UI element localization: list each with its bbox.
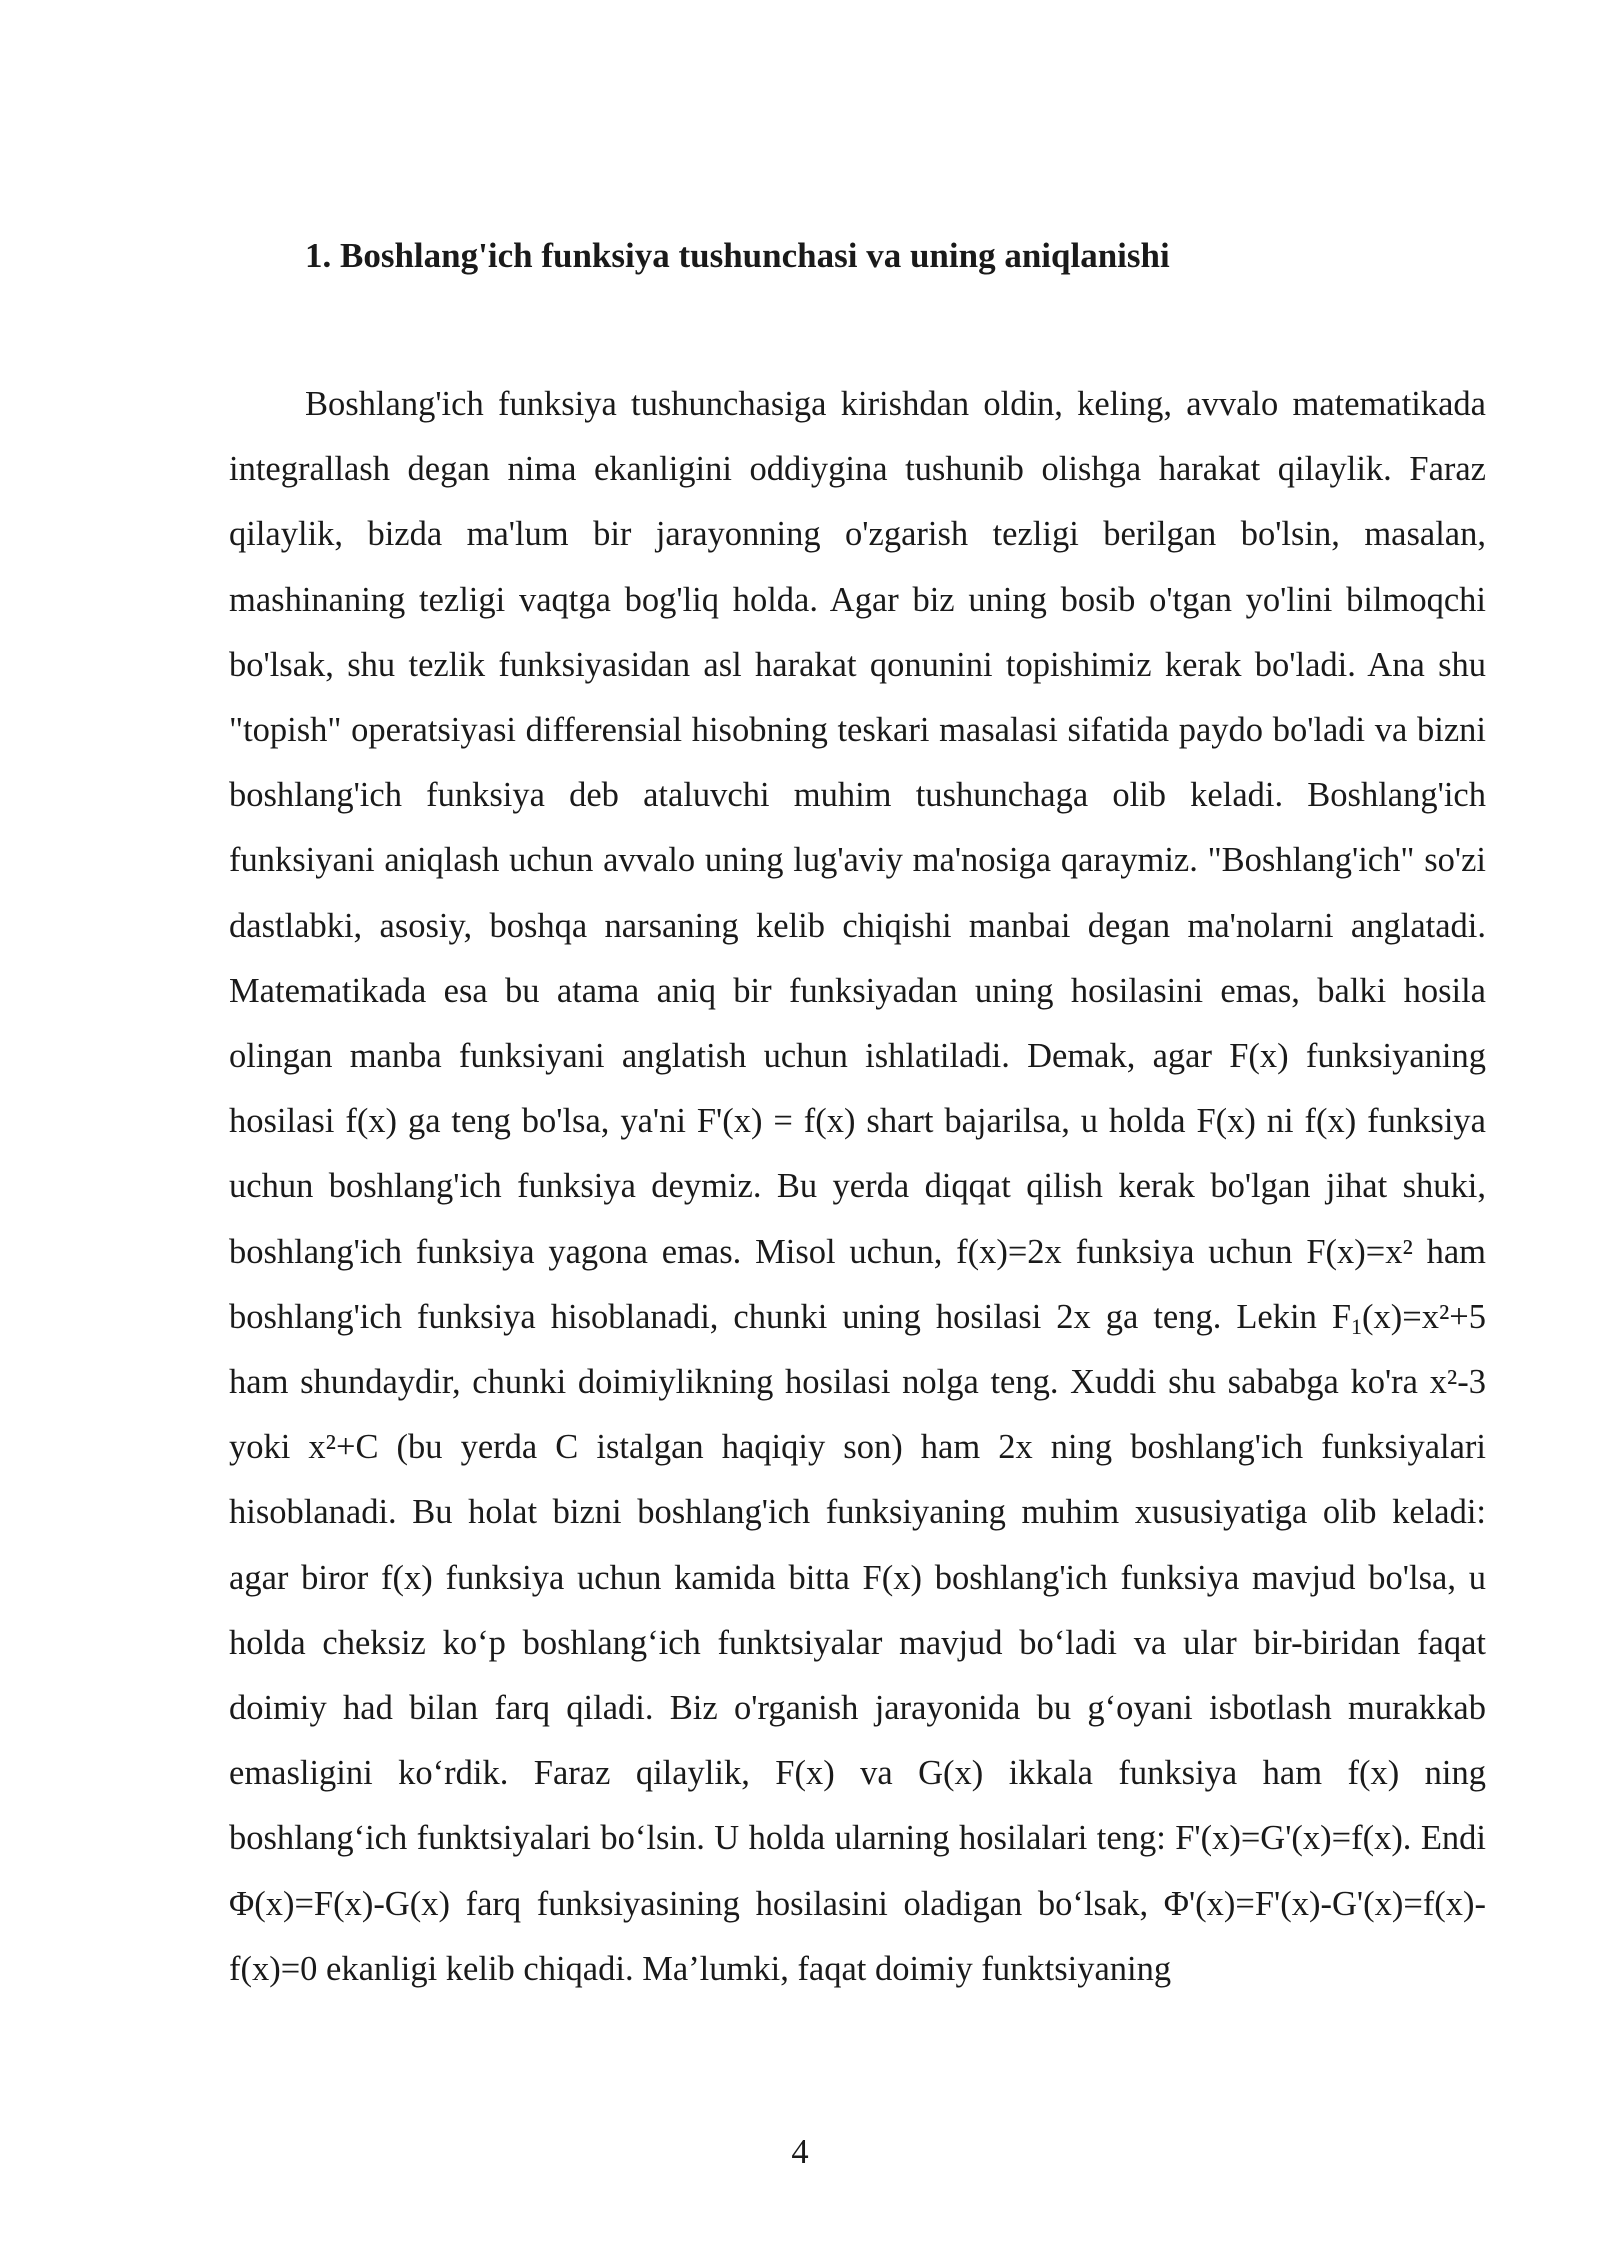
paragraph-text-part-1: Boshlang'ich funksiya tushunchasiga kirishdan oldin, keling, avvalo matematikada integrallash degan nima ekanligini oddiygina tushunib olishga harakat qilaylik. Faraz qilaylik, bizda ma'lum bir jarayonning o'zgarish tezligi berilgan bo'lsin, masalan, mashinaning tezligi vaqtga bog'liq holda. Agar biz uning bosib o'tgan yo'lini bilmoqchi bo'lsak, shu tezlik funksiyasidan asl harakat qonunini topishimiz kerak bo'ladi. Ana shu "topish" operatsiyasi differensial hisobning teskari masalasi sifatida paydo bo'ladi va bizni boshlang'ich funksiya deb ataluvchi muhim tushunchaga olib keladi. Boshlang'ich funksiyani aniqlash uchun avvalo uning lug'aviy ma'nosiga qaraymiz. "Boshlang'ich" so'zi dastlabki, asosiy, boshqa narsaning kelib chiqishi manbai degan ma'nolarni anglatadi. Matematikada esa bu atama aniq bir funksiyadan uning hosilasini emas, balki hosila olingan manba funksiyani anglatish uchun ishlatiladi. Demak, agar F(x) funksiyaning hosilasi f(x) ga teng bo'lsa, ya'ni F'(x) = f(x) shart bajarilsa, u holda F(x) ni f(x) funksiya uchun boshlang'ich funksiya deymiz. Bu yerda diqqat qilish kerak bo'lgan jihat shuki, boshlang'ich funksiya yagona emas. Misol uchun, f(x)=2x funksiya uchun F(x)=x² ham boshlang'ich funksiya hisoblanadi, chunki uning hosilasi 2x ga teng. Lekin F xyxy=(229,385,1486,1336)
body-paragraph xyxy=(229,372,1486,2002)
section-heading: 1. Boshlang'ich funksiya tushunchasi va uning aniqlanishi xyxy=(305,236,1170,275)
paragraph-text-part-2: (x)=x²+5 ham shundaydir, chunki doimiylikning hosilasi nolga teng. Xuddi shu sababga ko'ra x²-3 yoki x²+C (bu yerda C istalgan haqiqiy son) ham 2x ning boshlang'ich funksiyalari hisoblanadi. Bu holat bizni boshlang'ich funksiyaning muhim xususiyatiga olib keladi: agar biror f(x) funksiya uchun kamida bitta F(x) boshlang'ich funksiya mavjud bo'lsa, u holda cheksiz ko‘p boshlang‘ich funktsiyalar mavjud bo‘ladi va ular bir-biridan faqat doimiy had bilan farq qiladi. Biz o'rganish jarayonida bu g‘oyani isbotlash murakkab emasligini ko‘rdik. Faraz qilaylik, F(x) va G(x) ikkala funksiya ham f(x) ning boshlang‘ich funktsiyalari bo‘lsin. U holda ularning hosilalari teng: F'(x)=G'(x)=f(x). Endi Φ(x)=F(x)-G(x) farq funksiyasining hosilasini oladigan bo‘lsak, Φ'(x)=F'(x)-G'(x)=f(x)-f(x)=0 ekanligi kelib chiqadi. Ma’lumki, faqat doimiy funktsiyaning xyxy=(229,1297,1486,1988)
page-number: 4 xyxy=(791,2133,809,2171)
subscript-index: 1 xyxy=(1351,1313,1363,1339)
